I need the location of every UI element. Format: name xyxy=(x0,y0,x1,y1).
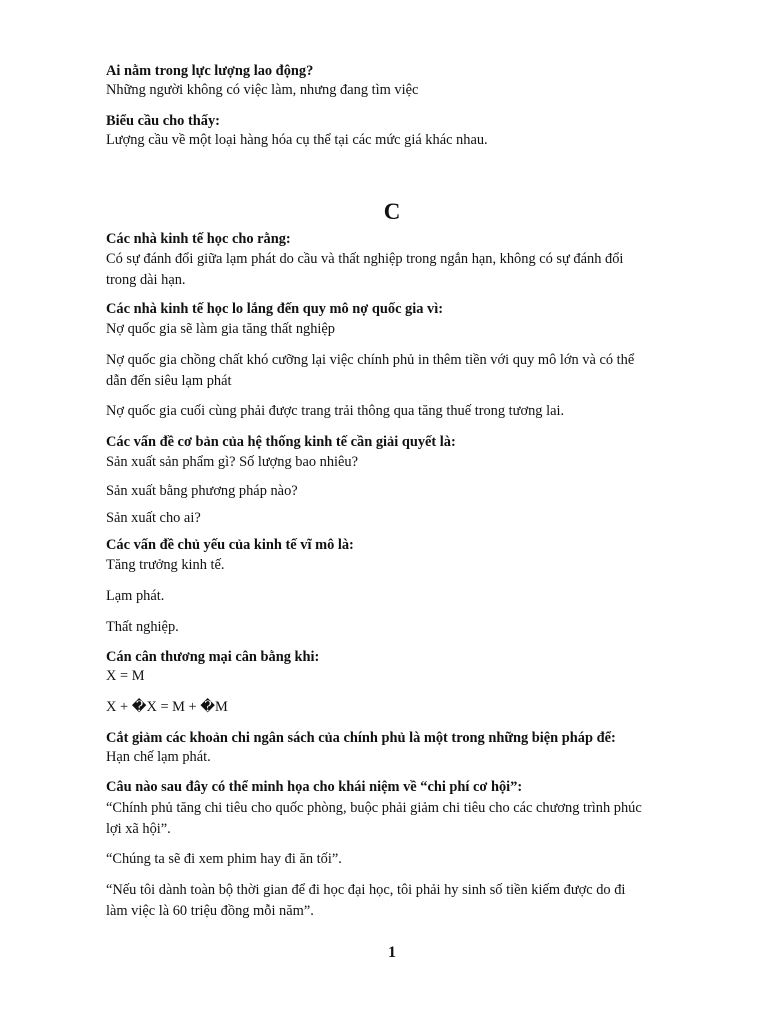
question-labor-force: Ai nằm trong lực lượng lao động? xyxy=(106,63,314,79)
answer-national-debt-3: Nợ quốc gia cuối cùng phải được trang trải thông qua tăng thuế trong tương lai. xyxy=(106,403,565,419)
answer-national-debt-2-line-2: dẫn đến siêu lạm phát xyxy=(106,373,232,389)
section-heading-c: C xyxy=(383,199,401,224)
answer-opportunity-cost-3-line-1: “Nếu tôi dành toàn bộ thời gian để đi học đại học, tôi phải hy sinh số tiền kiếm được do đi xyxy=(106,882,626,898)
question-demand-schedule: Biểu cầu cho thấy: xyxy=(106,113,220,129)
answer-basic-problems-3: Sản xuất cho ai? xyxy=(106,510,201,526)
answer-opportunity-cost-1-line-2: lợi xã hội”. xyxy=(106,821,171,837)
answer-opportunity-cost-1-line-1: “Chính phủ tăng chi tiêu cho quốc phòng, buộc phải giảm chi tiêu cho các chương trình phúc xyxy=(106,800,642,816)
answer-macro-issues-1: Tăng trưởng kinh tế. xyxy=(106,557,225,573)
question-economists-believe: Các nhà kinh tế học cho rằng: xyxy=(106,231,291,247)
answer-opportunity-cost-3-line-2: làm việc là 60 triệu đồng mỗi năm”. xyxy=(106,903,314,919)
answer-trade-balance-1: X = M xyxy=(106,668,145,684)
answer-economists-believe-line-2: trong dài hạn. xyxy=(106,272,186,288)
answer-basic-problems-1: Sản xuất sản phẩm gì? Số lượng bao nhiêu? xyxy=(106,454,359,470)
question-national-debt: Các nhà kinh tế học lo lắng đến quy mô nợ quốc gia vì: xyxy=(106,301,444,317)
answer-trade-balance-2: X + �X = M + �M xyxy=(106,699,228,715)
answer-macro-issues-2: Lạm phát. xyxy=(106,588,165,604)
answer-demand-schedule: Lượng cầu về một loại hàng hóa cụ thể tại các mức giá khác nhau. xyxy=(106,132,488,148)
answer-opportunity-cost-2: “Chúng ta sẽ đi xem phim hay đi ăn tối”. xyxy=(106,851,342,867)
answer-economists-believe-line-1: Có sự đánh đổi giữa lạm phát do cầu và thất nghiệp trong ngắn hạn, không có sự đánh đổi xyxy=(106,251,624,267)
answer-labor-force: Những người không có việc làm, nhưng đang tìm việc xyxy=(106,82,419,98)
page-number: 1 xyxy=(388,944,396,961)
answer-national-debt-2-line-1: Nợ quốc gia chồng chất khó cưỡng lại việc chính phủ in thêm tiền với quy mô lớn và có thể xyxy=(106,352,635,368)
question-macro-issues: Các vấn đề chủ yếu của kinh tế vĩ mô là: xyxy=(106,537,354,553)
question-trade-balance: Cán cân thương mại cân bằng khi: xyxy=(106,649,320,665)
question-opportunity-cost: Câu nào sau đây có thể minh họa cho khái niệm về “chi phí cơ hội”: xyxy=(106,779,523,795)
question-basic-economic-problems: Các vấn đề cơ bản của hệ thống kinh tế cần giải quyết là: xyxy=(106,434,456,450)
answer-budget-cut: Hạn chế lạm phát. xyxy=(106,749,211,765)
answer-national-debt-1: Nợ quốc gia sẽ làm gia tăng thất nghiệp xyxy=(106,321,336,337)
answer-basic-problems-2: Sản xuất bằng phương pháp nào? xyxy=(106,483,298,499)
answer-macro-issues-3: Thất nghiệp. xyxy=(106,619,179,635)
question-budget-cut: Cắt giảm các khoản chi ngân sách của chính phủ là một trong những biện pháp để: xyxy=(106,730,616,746)
